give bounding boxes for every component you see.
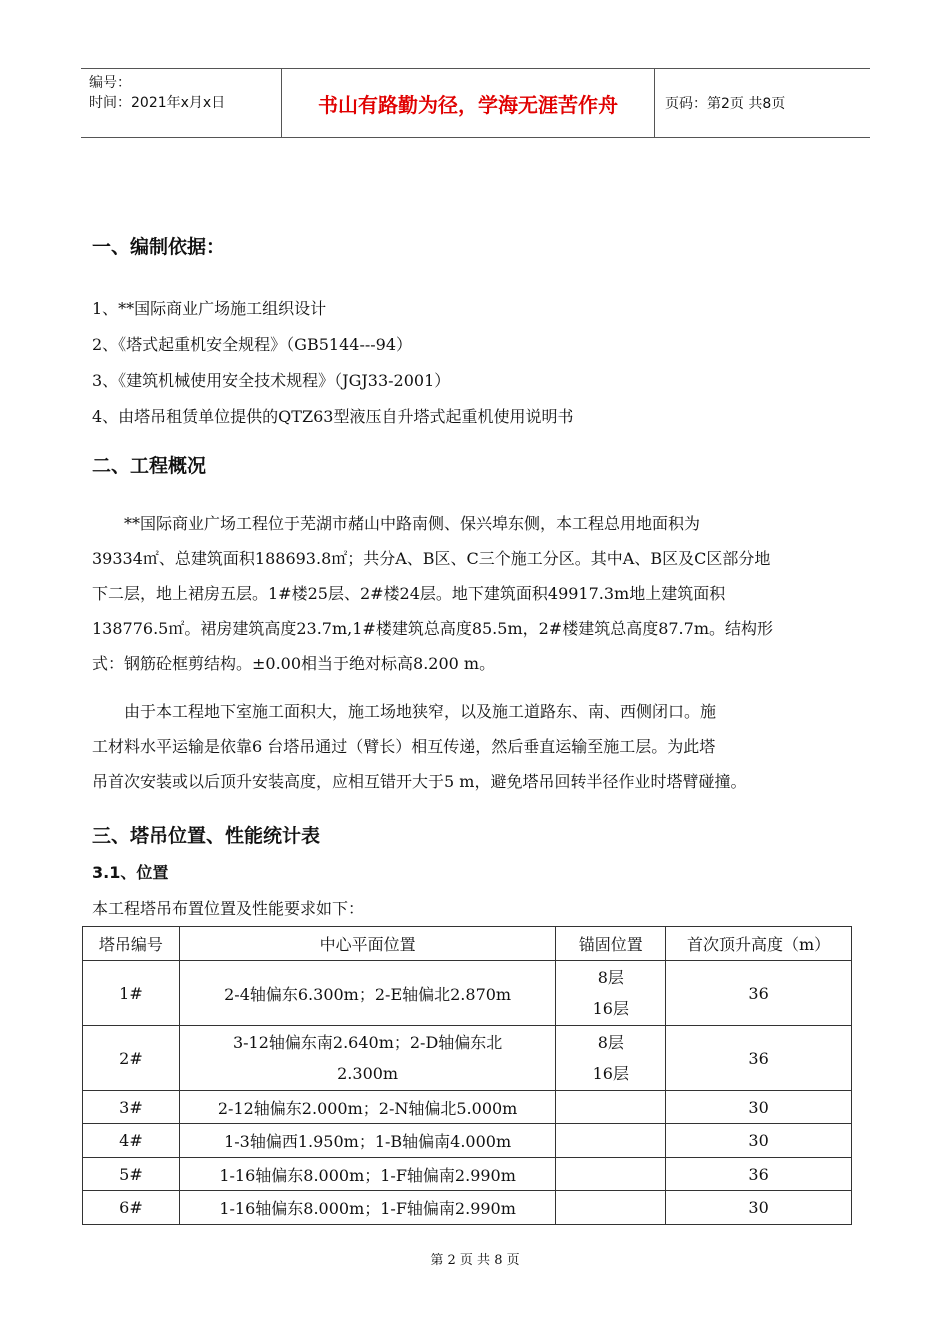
section3-subtitle: 3.1、位置 [92,863,169,882]
table-row [83,1191,852,1225]
para-line: 138776.5㎡。裙房建筑高度23.7m,1#楼建筑总高度85.5m，2#楼建筑总高度87.7m。结构形 [92,619,773,638]
basis-item: 1、**国际商业广场施工组织设计 [92,299,327,318]
page-footer: 第 2 页 共 8 页 [430,1253,520,1268]
para-line: 下二层，地上裙房五层。1#楼25层、2#楼24层。地下建筑面积49917.3m地上建筑面积 [92,584,726,603]
header-cell: 首次顶升高度（m） [666,927,852,961]
para-line: 39334㎡、总建筑面积188693.8㎡；共分A、B区、C三个施工分区。其中A、B区及C区部分地 [92,549,771,568]
table-row [83,1091,852,1124]
crane-id-cell: 4# [83,1124,180,1158]
position-line: 2-4轴偏东6.300m；2-E轴偏北2.870m [224,984,512,1004]
height-cell: 30 [666,1191,852,1225]
height-cell: 36 [666,1026,852,1091]
position-cell [179,1124,555,1158]
position-line: 1-3轴偏西1.950m；1-B轴偏南4.000m [224,1132,512,1151]
table-row [83,961,852,1026]
anchor-cell [556,1026,666,1091]
height-cell: 30 [666,1124,852,1158]
crane-id-cell: 5# [83,1158,180,1191]
crane-id-cell: 1# [83,961,180,1026]
basis-item: 4、由塔吊租赁单位提供的QTZ63型液压自升塔式起重机使用说明书 [92,407,574,426]
para-line: 式：钢筋砼框剪结构。±0.00相当于绝对标高8.200 m。 [92,654,496,673]
anchor-line: 8层 [597,1033,624,1052]
header-motto: 书山有路勤为径，学海无涯苦作舟 [281,69,655,137]
overview-paragraph-1 [92,506,867,681]
header-page-label: 页码：第2页 共8页 [665,96,786,112]
header-cell: 塔吊编号 [83,927,180,961]
crane-id-cell: 2# [83,1026,180,1091]
crane-id-cell: 6# [83,1191,180,1225]
anchor-cell [556,1158,666,1191]
anchor-line: 16层 [592,1064,629,1083]
para-line: **国际商业广场工程位于芜湖市赭山中路南侧、保兴埠东侧，本工程总用地面积为 [92,514,701,533]
section2-title: 二、工程概况 [92,455,207,477]
table-row [83,1158,852,1191]
header-cell: 锚固位置 [556,927,666,961]
position-line: 2-12轴偏东2.000m；2-N轴偏北5.000m [217,1098,518,1118]
position-cell [179,1026,555,1091]
height-cell: 36 [666,1158,852,1191]
crane-table [82,926,852,1225]
position-line: 1-16轴偏东8.000m；1-F轴偏南2.990m [219,1199,516,1218]
position-line: 2.300m [337,1064,399,1083]
basis-item: 2、《塔式起重机安全规程》（GB5144---94） [92,335,413,354]
para-line: 工材料水平运输是依靠6 台塔吊通过（臂长）相互传递，然后垂直运输至施工层。为此塔 [92,737,716,756]
anchor-cell [556,1091,666,1124]
para-line: 吊首次安装或以后顶升安装高度，应相互错开大于5 m，避免塔吊回转半径作业时塔臂碰撞。 [92,772,747,791]
height-cell: 30 [666,1091,852,1124]
header-date-label: 时间：2021年x月x日 [89,95,226,111]
overview-paragraph-2 [92,694,867,799]
table-header-row [83,927,852,961]
position-cell [179,1091,555,1124]
header-number-label: 编号： [89,75,131,91]
para-line: 由于本工程地下室施工面积大，施工场地狭窄，以及施工道路东、南、西侧闭口。施 [92,702,717,721]
basis-item: 3、《建筑机械使用安全技术规程》（JGJ33-2001） [92,371,451,390]
position-cell [179,961,555,1026]
position-cell [179,1158,555,1191]
crane-id-cell: 3# [83,1091,180,1124]
position-cell [179,1191,555,1225]
anchor-line: 16层 [592,999,629,1018]
anchor-cell [556,1124,666,1158]
table-row [83,1124,852,1158]
position-line: 1-16轴偏东8.000m；1-F轴偏南2.990m [219,1165,516,1185]
anchor-line: 8层 [597,968,624,987]
position-line: 3-12轴偏东南2.640m；2-D轴偏东北 [232,1033,503,1052]
table-intro: 本工程塔吊布置位置及性能要求如下： [92,899,365,918]
section3-title: 三、塔吊位置、性能统计表 [92,825,321,847]
anchor-cell [556,1191,666,1225]
header-cell: 中心平面位置 [179,927,555,961]
height-cell: 36 [666,961,852,1026]
section1-title: 一、编制依据： [92,236,226,258]
header-meta-cell [81,69,281,137]
document-header [81,68,870,138]
table-row [83,1026,852,1091]
anchor-cell [556,961,666,1026]
